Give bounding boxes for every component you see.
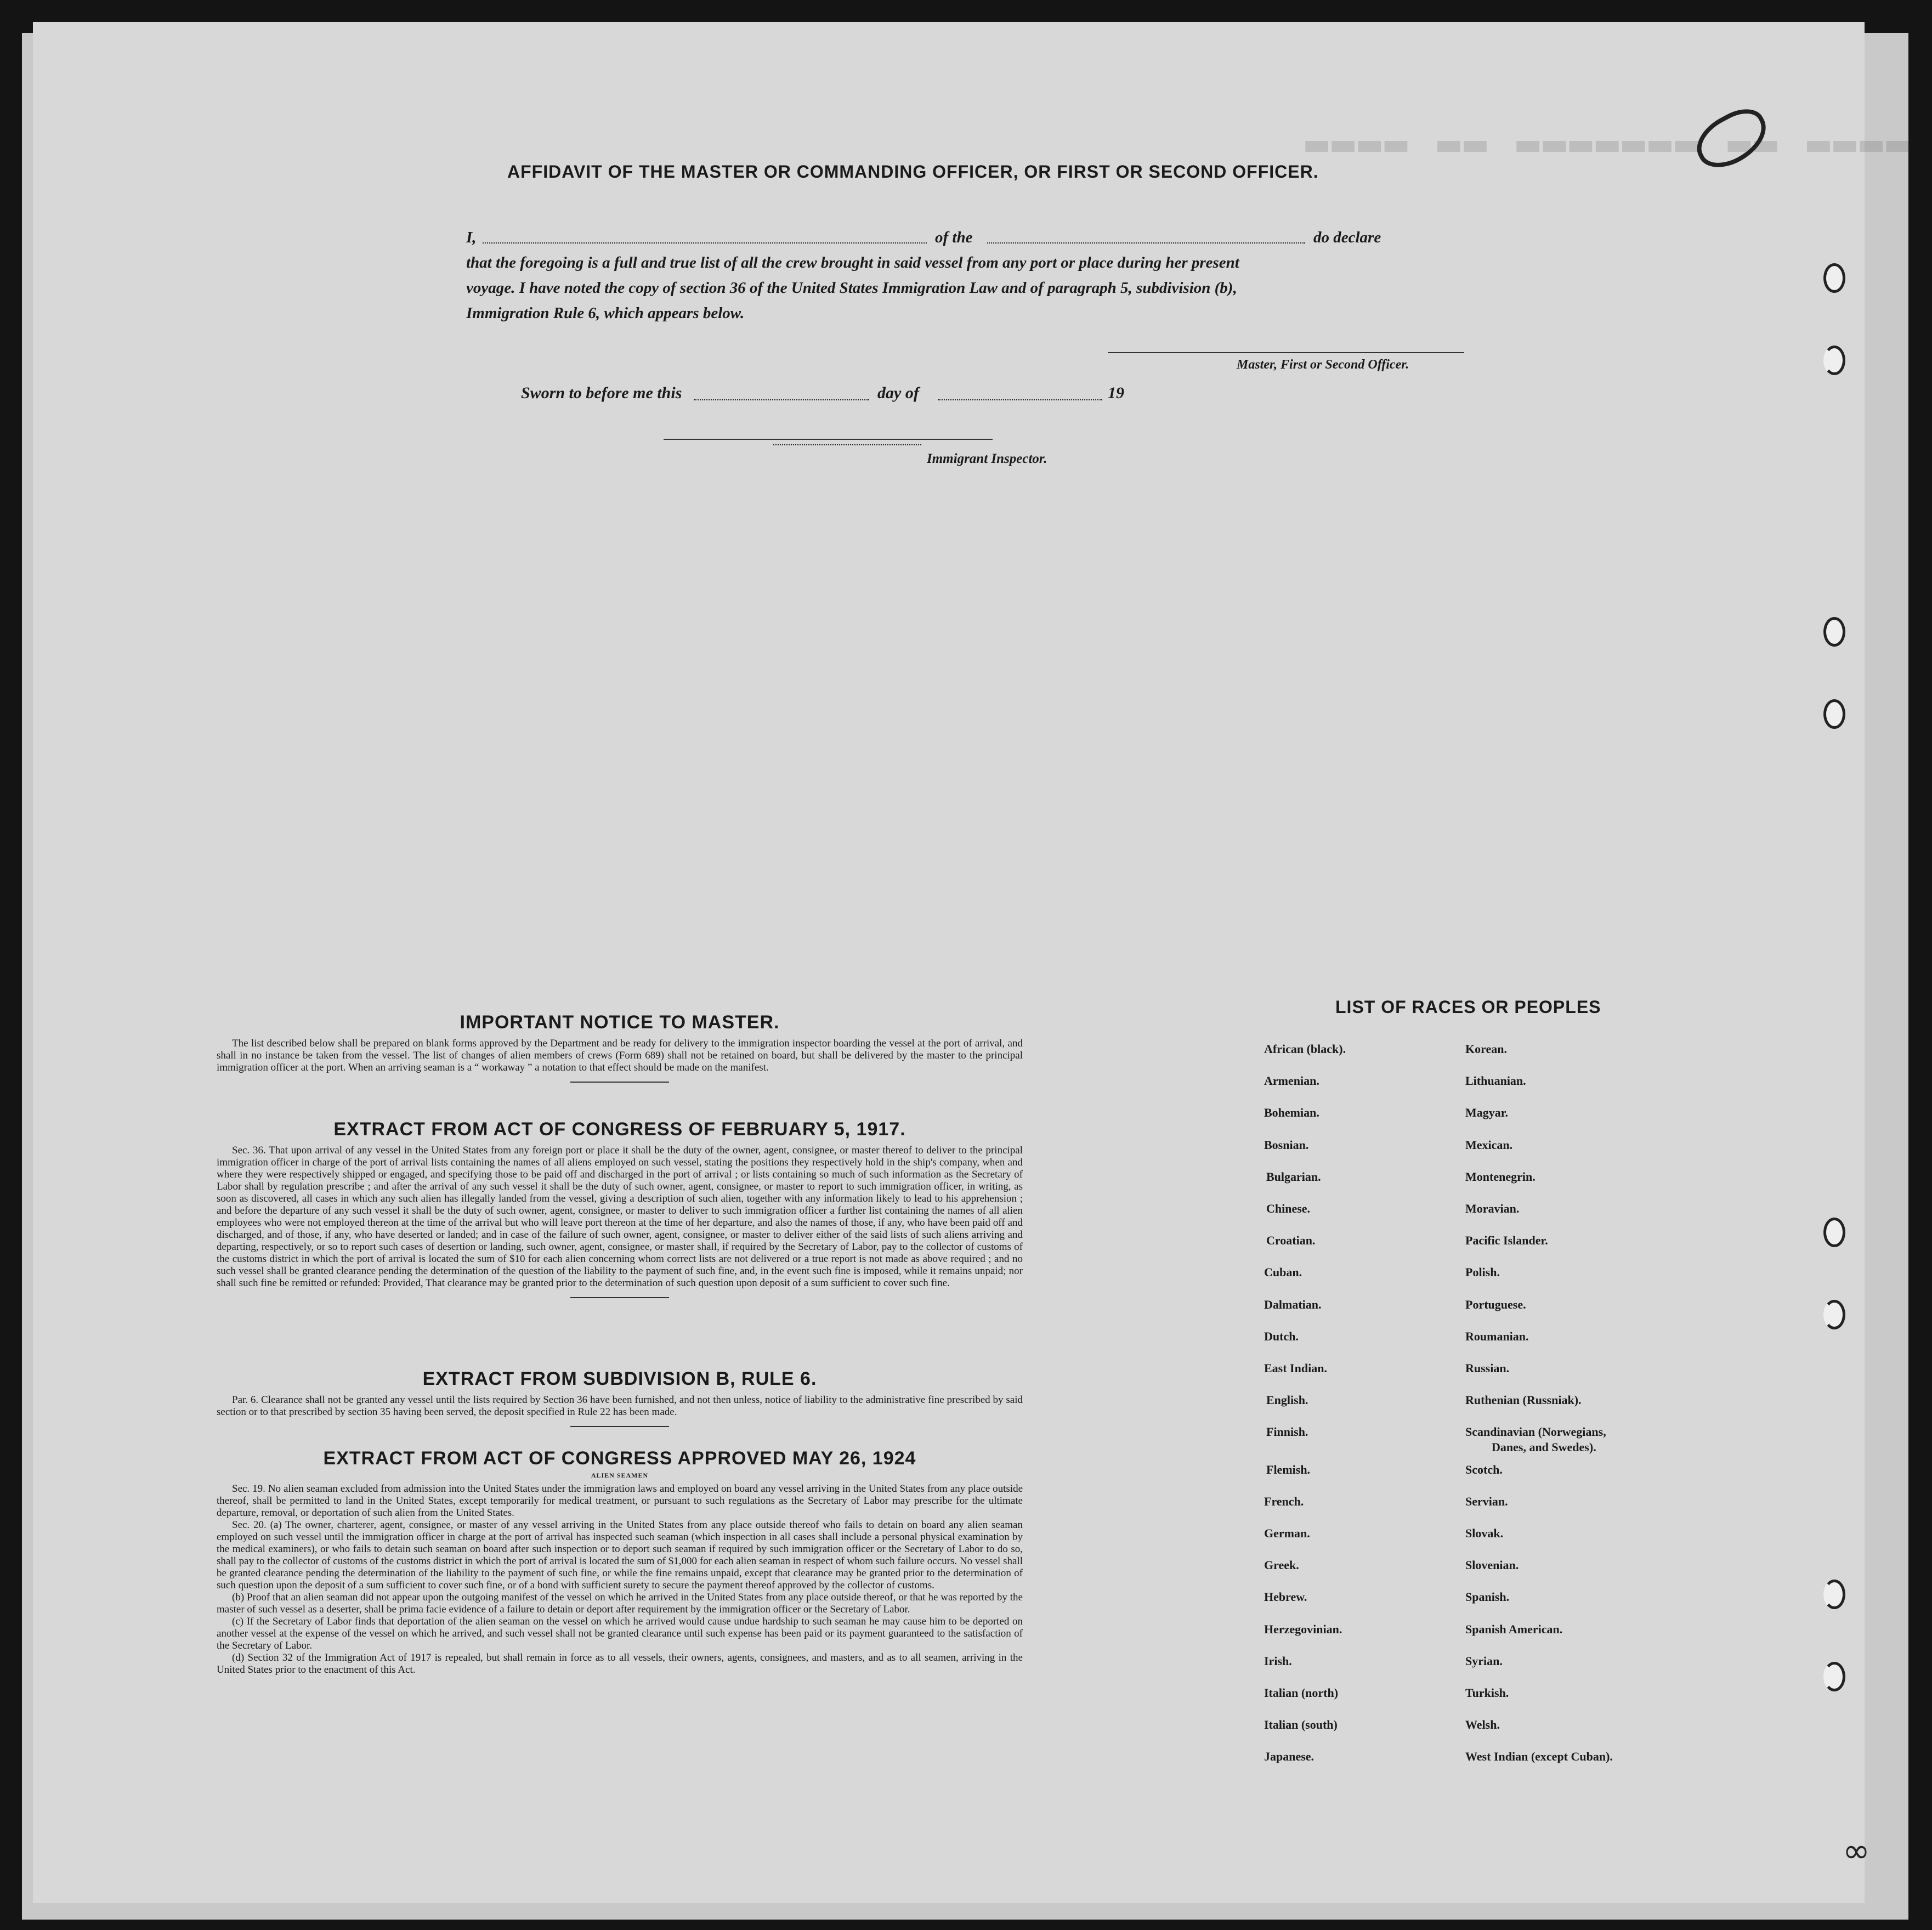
extract-1917-title: EXTRACT FROM ACT OF CONGRESS OF FEBRUARY 5, 1917.	[333, 1119, 906, 1140]
race-item: Bosnian.	[1264, 1137, 1309, 1152]
binder-hole	[1823, 617, 1845, 647]
race-item: Italian (north)	[1264, 1686, 1339, 1700]
race-item: East Indian.	[1264, 1361, 1327, 1375]
race-item: Welsh.	[1465, 1718, 1500, 1732]
race-item: German.	[1264, 1526, 1310, 1540]
race-item: Korean.	[1465, 1042, 1507, 1056]
races-title: LIST OF RACES OR PEOPLES	[1335, 997, 1601, 1017]
race-item: Slovenian.	[1465, 1558, 1519, 1572]
race-item: African (black).	[1264, 1042, 1346, 1056]
race-item: Lithuanian.	[1465, 1074, 1526, 1088]
affidavit-title: AFFIDAVIT OF THE MASTER OR COMMANDING OFFICER, OR FIRST OR SECOND OFFICER.	[507, 162, 1319, 182]
race-item: Montenegrin.	[1465, 1169, 1536, 1184]
extract-1917-section	[217, 1119, 1023, 1306]
race-item: Slovak.	[1465, 1526, 1504, 1540]
extract-1924-paragraph: (d) Section 32 of the Immigration Act of 1917 is repealed, but shall remain in force as to all vessels, their owners, agents, consignees, and masters, and as to all seamen, arriving in the United States prior to the enactment of this Act.	[217, 1652, 1023, 1676]
extract-rule6-text: Par. 6. Clearance shall not be granted any vessel until the lists required by Section 36 have been furnished, and not then unless, notice of liability to the administrative fine prescribed by said section or to that prescribed by section 35 having been served, the deposit specified in Rule 22 has been made.	[217, 1394, 1023, 1418]
name-field[interactable]	[483, 242, 927, 244]
race-item: Dalmatian.	[1264, 1297, 1322, 1311]
binder-hole	[1823, 1580, 1845, 1609]
day-of-label: day of	[877, 384, 919, 402]
race-item: West Indian (except Cuban).	[1465, 1750, 1613, 1764]
affidavit-i-label: I,	[466, 229, 477, 246]
race-item: Magyar.	[1465, 1106, 1509, 1120]
race-item: Irish.	[1264, 1654, 1292, 1668]
extract-1924-section	[217, 1448, 1023, 1676]
race-item: Turkish.	[1465, 1686, 1509, 1700]
month-field[interactable]	[938, 399, 1102, 400]
affidavit-line-2: that the foregoing is a full and true list of all the crew brought in said vessel from any port or place during her present	[466, 254, 1239, 271]
race-item: Danes, and Swedes).	[1492, 1440, 1596, 1454]
bleed-through: ▬▬▬▬ ▬▬ ▬▬▬▬▬▬▬ ▬▬ ▬▬▬▬	[1305, 121, 1913, 166]
race-item: Servian.	[1465, 1494, 1508, 1508]
manifest-page	[33, 22, 1913, 1903]
master-signature-line[interactable]	[1108, 352, 1464, 353]
race-item: Herzegovinian.	[1264, 1622, 1342, 1636]
race-item: Bohemian.	[1264, 1106, 1319, 1120]
race-item: Moravian.	[1465, 1202, 1520, 1215]
extract-1924-paragraph: (c) If the Secretary of Labor finds that deportation of the alien seaman on the vessel on which he arrived would cause undue hardship to such seaman he may cause him to be deported on another vessel at the expense of the vessel on which he arrived, and such vessel shall not be granted clearance until such expense has been paid or its payment guaranteed to the satisfaction of the Secretary of Labor.	[217, 1616, 1023, 1651]
race-item: Spanish American.	[1465, 1622, 1563, 1636]
day-field[interactable]	[694, 399, 869, 400]
binder-hole	[1823, 1218, 1845, 1247]
extract-rule6-title: EXTRACT FROM SUBDIVISION B, RULE 6.	[422, 1368, 817, 1389]
important-notice-section	[217, 1012, 1023, 1090]
race-item: Dutch.	[1264, 1329, 1299, 1343]
race-item: Ruthenian (Russniak).	[1465, 1393, 1582, 1407]
alien-seamen-subtitle: ALIEN SEAMEN	[591, 1471, 649, 1479]
race-item: Russian.	[1465, 1361, 1510, 1375]
race-item: Bulgarian.	[1266, 1169, 1321, 1184]
race-item: English.	[1266, 1393, 1308, 1407]
extract-1917-text: Sec. 36. That upon arrival of any vessel in the United States from any foreign port or place it shall be the duty of the owner, agent, consignee, or master thereof to deliver to the principal immigration officer in charge of the port of arrival lists containing the names of all aliens employed on such vessel, stating the positions they respectively hold in the ship's company, when and where they were respectively shipped or engaged, and specifying those to be paid off and discharged in the port of arrival ; or lists containing so much of such information as the Secretary of Labor shall by regulation prescribe ; and after the arrival of any such vessel it shall be the duty of such owner, agent, consignee, or master to report to such immigration officer, in writing, as soon as discovered, all cases in which any such alien has illegally landed from the vessel, giving a description of such alien, together with any information likely to lead to his apprehension ; and before the departure of any such vessel it shall be the duty of such owner, agent, consignee, or master to deliver to such immigration officer a further list containing the names of all alien employees who were not employed thereon at the time of the arrival but who will leave port thereon at the time of her departure, and also the names of those, if any, who have been paid off and discharged, and of those, if any, who have deserted or landed; and in case of the failure of such owner, agent, consignee, or master to deliver either of the said lists of such aliens arriving and departing, respectively, or so to report such cases of desertion or landing, such owner, agent, consignee, or master shall, if required by the Secretary of Labor, pay to the collector of customs of the customs district in which the port of arrival is located the sum of $10 for each alien concerning whom correct lists are not delivered or a true report is not made as above required ; and no such vessel shall be granted clearance pending the determination of the question of the liability to the payment of such fine, and, in the event such fine is imposed, while it remains unpaid; nor shall such fine be remitted or refunded: Provided, That clearance may be granted prior to the determination of such question upon deposit of a sum sufficient to cover such fine.	[217, 1145, 1023, 1289]
notice-title: IMPORTANT NOTICE TO MASTER.	[460, 1012, 780, 1033]
divider	[570, 1082, 669, 1083]
binder-hole	[1823, 346, 1845, 375]
race-item: Cuban.	[1264, 1265, 1302, 1280]
affidavit-text	[466, 225, 1497, 326]
binder-hole	[1823, 1662, 1845, 1691]
race-item: Japanese.	[1264, 1750, 1315, 1764]
extract-1924-paragraph: (b) Proof that an alien seaman did not appear upon the outgoing manifest of the vessel on which he arrived in the United States from any place outside thereof, or that he was reported by the master of such vessel as a deserter, shall be prima facie evidence of a failure to detain or deport after requirement by the immigration officer or the Secretary of Labor.	[217, 1592, 1023, 1615]
binder-hole	[1823, 699, 1845, 729]
extract-rule6-section	[217, 1368, 1023, 1435]
notice-text: The list described below shall be prepared on blank forms approved by the Department and be ready for delivery to the immigration inspector boarding the vessel at the port of arrival, and shall in no instance be taken from the vessel. The list of changes of alien members of crews (Form 689) shall not be retained on board, but shall be delivered by the master to the principal immigration officer at the port. When an arriving seaman is a “ workaway ” a notation to that effect should be made on the manifest.	[217, 1038, 1023, 1073]
race-item: Roumanian.	[1465, 1329, 1529, 1343]
extract-1924-paragraph: Sec. 19. No alien seaman excluded from admission into the United States under the immigration laws and employed on board any vessel arriving in the United States from any place outside thereof, shall be permitted to land in the United States, except temporarily for medical treatment, or pursuant to such regulations as the Secretary of Labor may prescribe for the ultimate departure, removal, or deportation of such alien from the United States.	[217, 1483, 1023, 1519]
extract-1924-title: EXTRACT FROM ACT OF CONGRESS APPROVED MAY 26, 1924	[323, 1448, 916, 1469]
race-item: Mexican.	[1465, 1137, 1513, 1152]
binder-hole	[1823, 263, 1845, 293]
affidavit-do-declare: do declare	[1313, 229, 1381, 246]
race-item: Spanish.	[1465, 1590, 1510, 1604]
race-item: Pacific Islander.	[1465, 1233, 1548, 1248]
race-item: Hebrew.	[1264, 1590, 1307, 1604]
race-item: Polish.	[1465, 1265, 1500, 1280]
race-item: Finnish.	[1266, 1425, 1308, 1439]
race-item: Scandinavian (Norwegians,	[1465, 1425, 1606, 1439]
affidavit-line-4: Immigration Rule 6, which appears below.	[466, 304, 745, 322]
race-item: Croatian.	[1266, 1233, 1316, 1248]
vessel-field[interactable]	[987, 242, 1305, 244]
inspector-signature-line[interactable]	[664, 439, 993, 440]
race-item: Chinese.	[1266, 1202, 1311, 1215]
race-item: Armenian.	[1264, 1074, 1319, 1088]
race-item: Italian (south)	[1264, 1718, 1338, 1732]
inspector-dotted-line	[773, 444, 921, 445]
divider	[570, 1426, 669, 1427]
affidavit-of-the: of the	[935, 229, 973, 246]
race-item: Portuguese.	[1465, 1297, 1526, 1311]
inspector-label: Immigrant Inspector.	[927, 451, 1047, 466]
affidavit-line-3: voyage. I have noted the copy of section 36 of the United States Immigration Law and of paragraph 5, subdivision (b),	[466, 279, 1237, 297]
divider	[570, 1297, 669, 1298]
year-label: 19	[1108, 384, 1124, 402]
race-item: French.	[1264, 1494, 1304, 1508]
race-item: Greek.	[1264, 1558, 1299, 1572]
sworn-label: Sworn to before me this	[521, 384, 682, 402]
race-item: Flemish.	[1266, 1462, 1311, 1476]
race-item: Syrian.	[1465, 1654, 1503, 1668]
race-item: Scotch.	[1465, 1462, 1503, 1476]
binder-hole	[1823, 1300, 1845, 1329]
extract-1924-paragraph: Sec. 20. (a) The owner, charterer, agent, consignee, or master of any vessel arriving in the United States from any place outside thereof who fails to detain on board any alien seaman employed on such vessel until the immigration officer in charge at the port of arrival has inspected such seaman (which inspection in all cases shall include a personal physical examination by the medical examiners), or who fails to detain such seaman on board after such inspection or to deport such seaman if required by such immigration officer or the Secretary of Labor to do so, shall pay to the collector of customs of the customs district in which the port of arrival is located the sum of $1,000 for each alien seaman in respect of whom such failure occurs. No vessel shall be granted clearance pending the determination of the liability to the payment of such fine, or while the fine remains unpaid, except that clearance may be granted prior to the determination of such question upon the deposit of a sum sufficient to cover such fine, or of a bond with sufficient surety to secure the payment thereof approved by the collector of customs.	[217, 1519, 1023, 1591]
corner-symbol: ∞	[1843, 1832, 1870, 1870]
master-signature-label: Master, First or Second Officer.	[1237, 358, 1409, 372]
